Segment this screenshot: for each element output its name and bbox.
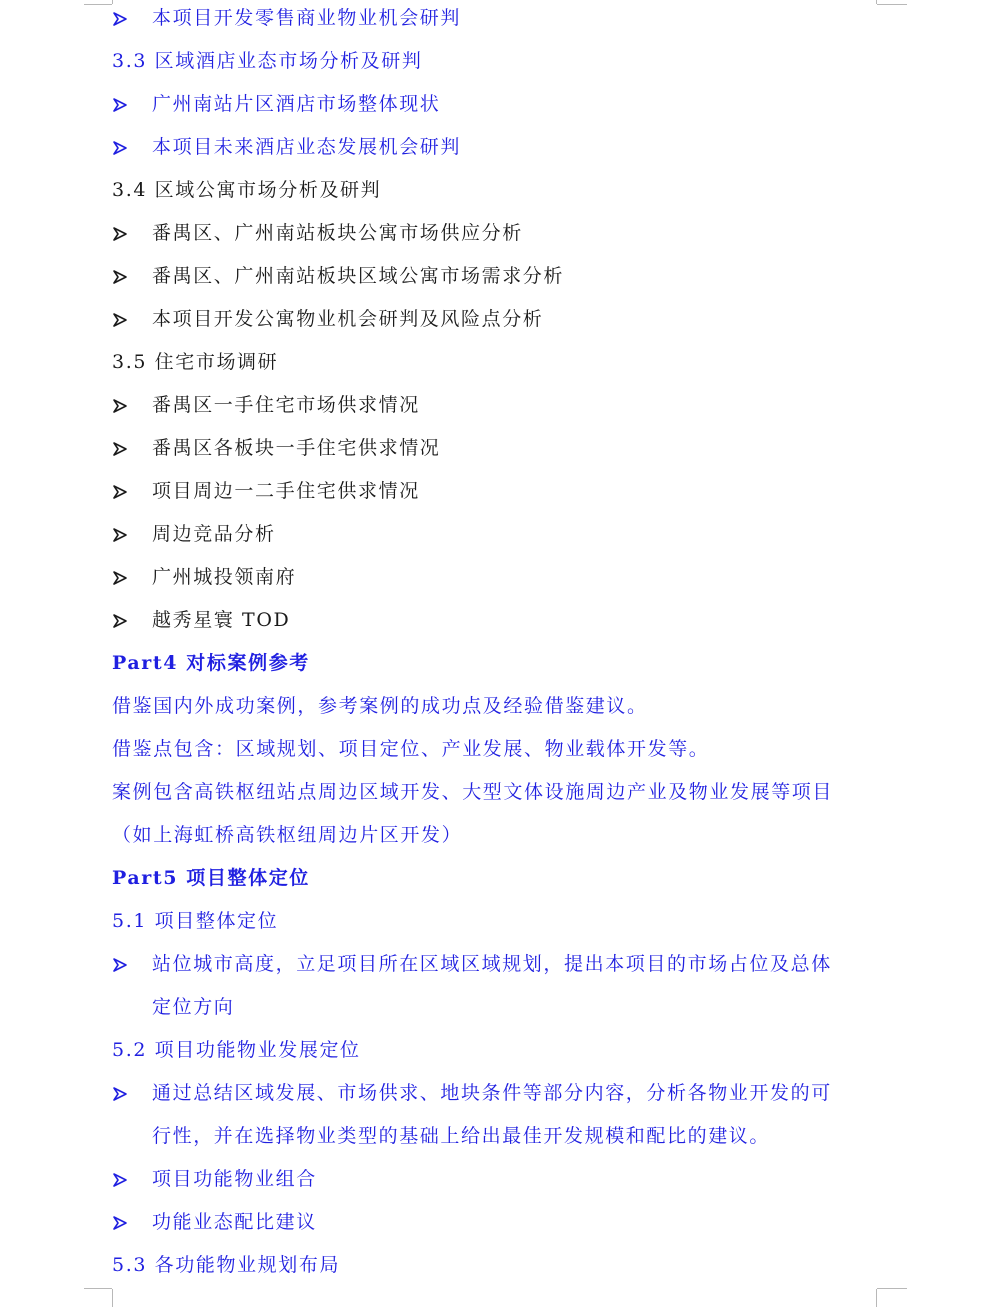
line-text: 越秀星寰 TOD — [152, 609, 291, 631]
arrow-bullet-icon — [112, 1167, 152, 1191]
text-line — [112, 780, 882, 804]
arrow-bullet-icon — [112, 608, 152, 632]
crop-mark-bottom-left-h — [84, 1288, 112, 1289]
line-text: 3.4 区域公寓市场分析及研判 — [112, 179, 382, 201]
line-text: 定位方向 — [152, 996, 235, 1018]
arrow-bullet-icon — [112, 393, 152, 417]
line-text: 番禺区一手住宅市场供求情况 — [152, 394, 420, 416]
arrow-bullet-icon — [112, 1081, 152, 1105]
line-text: 本项目开发公寓物业机会研判及风险点分析 — [152, 308, 544, 330]
line-text: 项目周边一二手住宅供求情况 — [152, 480, 420, 502]
crop-mark-bottom-right-v — [876, 1289, 877, 1307]
line-text: 5.1 项目整体定位 — [112, 910, 279, 932]
bullet-list-item — [112, 565, 882, 589]
crop-mark-top-left-v — [112, 0, 113, 4]
bullet-list-item — [112, 135, 882, 159]
arrow-bullet-icon — [112, 92, 152, 116]
crop-mark-top-left-h — [84, 4, 112, 5]
bullet-list-item — [112, 952, 882, 976]
text-line — [112, 651, 882, 675]
line-text: 本项目未来酒店业态发展机会研判 — [152, 136, 462, 158]
line-text: 借鉴点包含：区域规划、项目定位、产业发展、物业载体开发等。 — [112, 738, 710, 760]
bullet-list-item — [112, 1210, 882, 1234]
text-line — [112, 49, 882, 73]
line-text: 3.5 住宅市场调研 — [112, 351, 279, 373]
text-line — [112, 1038, 882, 1062]
arrow-bullet-icon — [112, 6, 152, 30]
line-text: 借鉴国内外成功案例，参考案例的成功点及经验借鉴建议。 — [112, 695, 648, 717]
text-line — [112, 823, 882, 847]
arrow-bullet-icon — [112, 1210, 152, 1234]
arrow-bullet-icon — [112, 221, 152, 245]
crop-mark-bottom-right-h — [877, 1288, 907, 1289]
line-text: 周边竞品分析 — [152, 523, 276, 545]
text-line — [112, 866, 882, 890]
text-line — [152, 1124, 882, 1148]
bullet-list-item — [112, 221, 882, 245]
crop-mark-top-right-h — [877, 4, 907, 5]
arrow-bullet-icon — [112, 479, 152, 503]
line-text: 番禺区、广州南站板块公寓市场供应分析 — [152, 222, 523, 244]
line-text: 5.2 项目功能物业发展定位 — [112, 1039, 361, 1061]
line-text: 项目功能物业组合 — [152, 1168, 317, 1190]
arrow-bullet-icon — [112, 522, 152, 546]
bullet-list-item — [112, 6, 882, 30]
text-line — [112, 178, 882, 202]
line-text: 本项目开发零售商业物业机会研判 — [152, 7, 462, 29]
text-line — [152, 995, 882, 1019]
line-text: 通过总结区域发展、市场供求、地块条件等部分内容，分析各物业开发的可 — [152, 1082, 832, 1104]
arrow-bullet-icon — [112, 436, 152, 460]
line-text: 3.3 区域酒店业态市场分析及研判 — [112, 50, 423, 72]
bullet-list-item — [112, 307, 882, 331]
line-text: 站位城市高度，立足项目所在区域区域规划，提出本项目的市场占位及总体 — [152, 953, 832, 975]
line-text: （如上海虹桥高铁枢纽周边片区开发） — [112, 824, 463, 846]
arrow-bullet-icon — [112, 565, 152, 589]
arrow-bullet-icon — [112, 264, 152, 288]
bullet-list-item — [112, 393, 882, 417]
bullet-list-item — [112, 1167, 882, 1191]
text-line — [112, 737, 882, 761]
bullet-list-item — [112, 522, 882, 546]
arrow-bullet-icon — [112, 135, 152, 159]
bullet-list-item — [112, 479, 882, 503]
text-line — [112, 909, 882, 933]
line-text: 5.3 各功能物业规划布局 — [112, 1254, 341, 1276]
arrow-bullet-icon — [112, 952, 152, 976]
bullet-list-item — [112, 608, 882, 632]
text-line — [112, 694, 882, 718]
bullet-list-item — [112, 264, 882, 288]
line-text: 功能业态配比建议 — [152, 1211, 317, 1233]
line-text: 案例包含高铁枢纽站点周边区域开发、大型文体设施周边产业及物业发展等项目 — [112, 781, 834, 803]
crop-mark-bottom-left-v — [112, 1289, 113, 1307]
bullet-list-item — [112, 92, 882, 116]
line-text: 广州南站片区酒店市场整体现状 — [152, 93, 441, 115]
line-text: 行性，并在选择物业类型的基础上给出最佳开发规模和配比的建议。 — [152, 1125, 771, 1147]
line-text: 番禺区、广州南站板块区域公寓市场需求分析 — [152, 265, 565, 287]
bullet-list-item — [112, 1081, 882, 1105]
bullet-list-item — [112, 436, 882, 460]
line-text: Part4 对标案例参考 — [112, 652, 310, 674]
line-text: 番禺区各板块一手住宅供求情况 — [152, 437, 441, 459]
arrow-bullet-icon — [112, 307, 152, 331]
text-line — [112, 1253, 882, 1277]
text-line — [112, 350, 882, 374]
line-text: 广州城投领南府 — [152, 566, 297, 588]
line-text: Part5 项目整体定位 — [112, 867, 310, 889]
